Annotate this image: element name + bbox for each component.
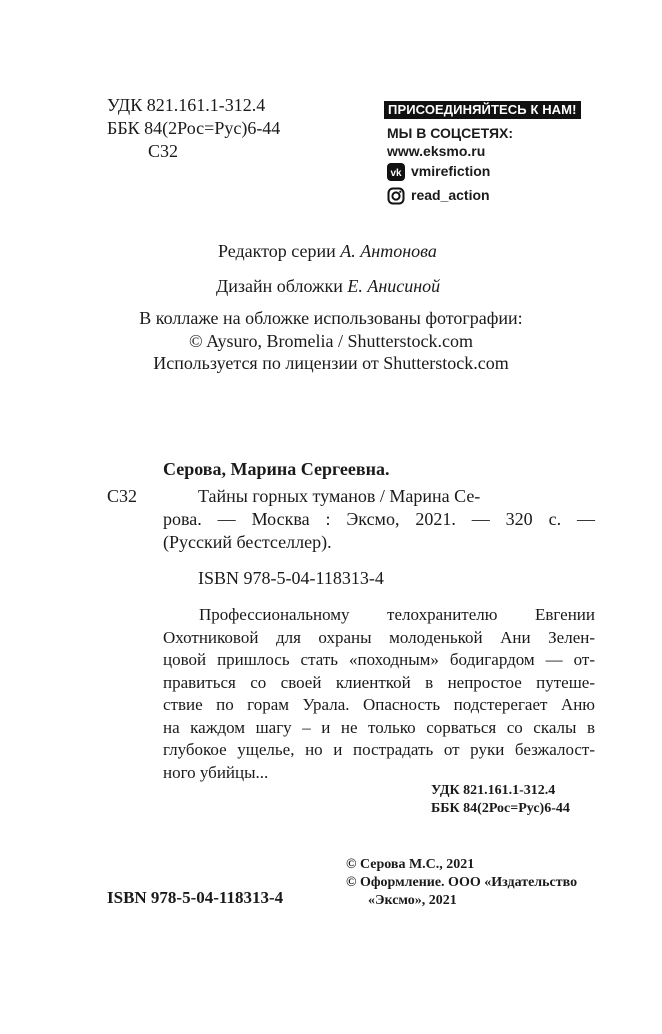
- cover-design: [216, 275, 440, 298]
- join-us-banner: ПРИСОЕДИНЯЙТЕСЬ К НАМ!: [384, 101, 581, 119]
- bottom-udk-code: УДК 821.161.1-312.4: [431, 783, 556, 798]
- instagram-handle: read_action: [411, 187, 490, 203]
- instagram-icon: [387, 187, 405, 205]
- annotation-line-2: Охотниковой для охраны молоденькой Ани Зелен-: [163, 627, 595, 647]
- catalog-desc-line-2: рова. — Москва : Эксмо, 2021. — 320 с. —: [163, 509, 595, 529]
- udk-code: УДК 821.161.1-312.4: [107, 95, 266, 115]
- catalog-desc-line-1-text: Тайны горных туманов / Марина Се-: [198, 486, 481, 506]
- annotation-line-5: ствие по горам Урала. Опасность подстерегает Аню: [163, 695, 595, 714]
- footer-isbn: ISBN 978-5-04-118313-4: [107, 888, 284, 907]
- vk-icon: [387, 163, 405, 181]
- series-editor-name: А. Антонова: [340, 241, 437, 261]
- annotation: [163, 604, 595, 784]
- photo-credit-line-2: © Aysuro, Bromelia / Shutterstock.com: [189, 331, 473, 351]
- annotation-line-6: на каждом шагу – и не только сорваться со скалы в: [163, 717, 595, 737]
- vk-handle: vmirefiction: [411, 163, 491, 179]
- author-mark: С32: [148, 141, 179, 161]
- photo-credit-line-3: Используется по лицензии от Shutterstock.com: [153, 353, 509, 373]
- copyright-author: © Серова М.С., 2021: [346, 857, 475, 872]
- cover-design-label: Дизайн обложки: [216, 276, 343, 296]
- catalog-isbn: ISBN 978-5-04-118313-4: [198, 568, 384, 588]
- annotation-line-4: правиться со своей клиенткой в непростое путеше-: [163, 672, 595, 692]
- series-editor: [218, 240, 437, 263]
- annotation-line-3: цовой пришлось стать «походным» бодигардом — от-: [163, 650, 595, 669]
- instagram-link[interactable]: [387, 186, 490, 205]
- annotation-line-7: глубокое ущелье, но и пострадать от руки безжалост-: [163, 740, 595, 759]
- catalog-mark: С32: [107, 486, 138, 506]
- catalog-author-heading: Серова, Марина Сергеевна.: [163, 459, 390, 479]
- catalog-desc-line-3: (Русский бестселлер).: [163, 532, 332, 552]
- series-editor-label: Редактор серии: [218, 241, 336, 261]
- bbk-code: ББК 84(2Рос=Рус)6-44: [107, 118, 281, 138]
- catalog-desc-line-1: [198, 485, 595, 508]
- vk-link[interactable]: [387, 162, 490, 181]
- copyright-design-line-1: © Оформление. ООО «Издательство: [346, 875, 578, 890]
- website-link[interactable]: www.eksmo.ru: [387, 143, 486, 159]
- social-subtitle: МЫ В СОЦСЕТЯХ:: [387, 125, 514, 141]
- bottom-bbk-code: ББК 84(2Рос=Рус)6-44: [431, 801, 570, 816]
- annotation-line-1: Профессиональному телохранителю Евгении: [199, 605, 595, 624]
- annotation-line-8: ного убийцы...: [163, 762, 269, 782]
- copyright-design-line-2: «Эксмо», 2021: [368, 893, 457, 908]
- photo-credit-line-1: В коллаже на обложке использованы фотографии:: [139, 308, 523, 328]
- svg-text:vk: vk: [390, 168, 402, 180]
- cover-design-name: Е. Анисиной: [347, 276, 441, 296]
